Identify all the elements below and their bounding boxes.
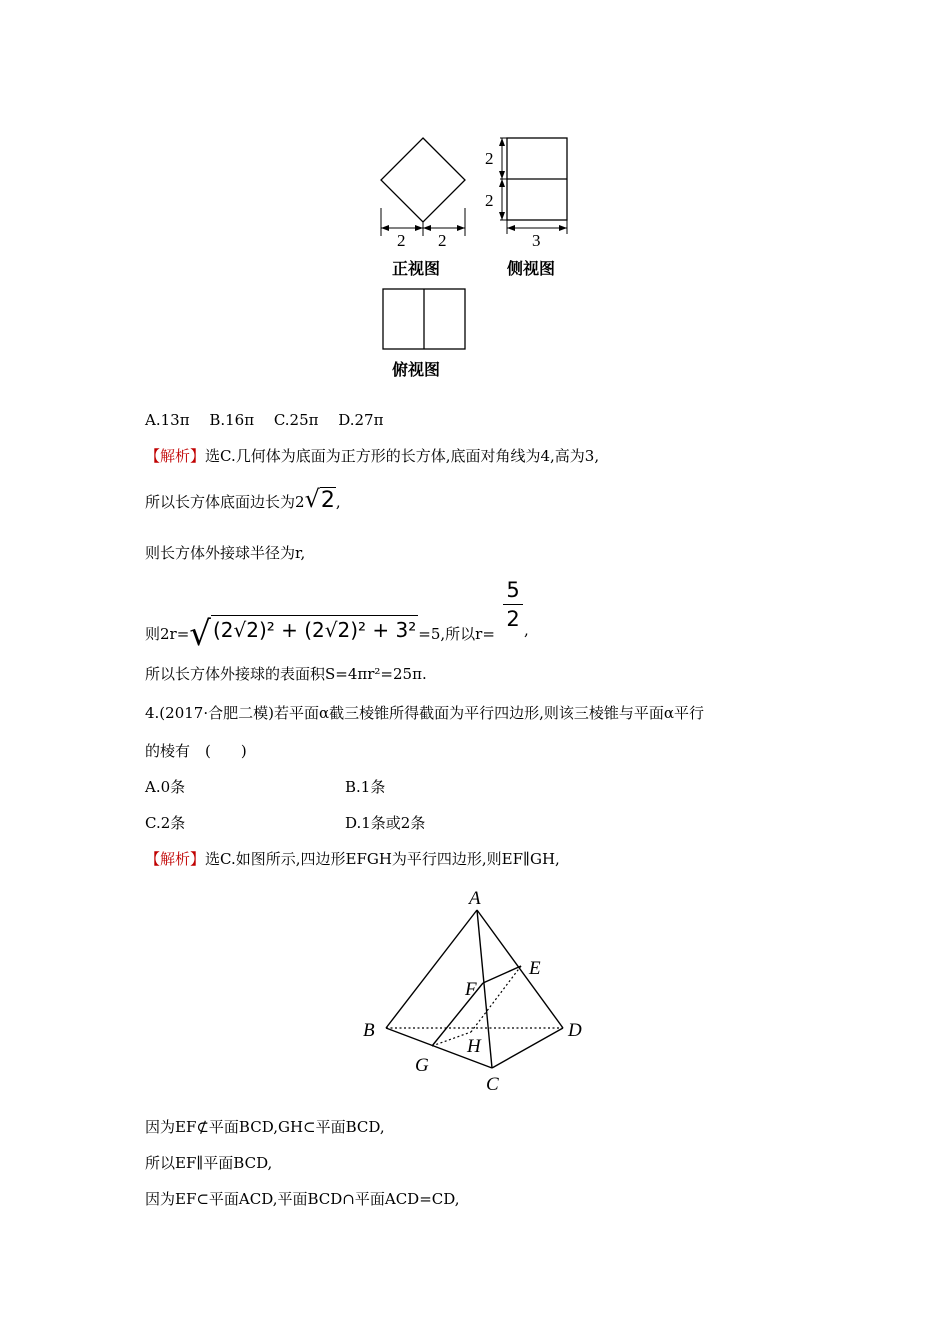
- front-dim-left: 2: [397, 231, 406, 250]
- side-dim-top: 2: [485, 149, 494, 168]
- front-view-diamond: [381, 138, 465, 222]
- side-dim-bottom: 2: [485, 191, 494, 210]
- q3-line4-suffix: ,: [524, 621, 529, 639]
- q4-line-a: 因为EF⊄平面BCD,GH⊂平面BCD,: [145, 1118, 385, 1136]
- q4-stem-2: 的棱有 ( ): [145, 742, 247, 760]
- q3-line3: 则长方体外接球半径为r,: [145, 544, 306, 562]
- side-view-label: 侧视图: [507, 259, 556, 278]
- point-e-label: E: [529, 958, 541, 979]
- q3-line4: 则2r=√ (2√2)² + (2√2)² + 3² =5,所以r=: [145, 614, 495, 654]
- point-h-label: H: [467, 1036, 481, 1057]
- analysis-tag: 【解析】: [145, 447, 206, 465]
- front-view-label: 正视图: [392, 259, 441, 278]
- q4-line-b: 所以EF∥平面BCD,: [145, 1154, 273, 1172]
- q4-option-a: A.0条: [145, 778, 186, 796]
- tetrahedron-figure: [355, 888, 595, 1098]
- q4-option-c: C.2条: [145, 814, 186, 832]
- point-c-label: C: [486, 1074, 499, 1095]
- point-b-label: B: [363, 1020, 375, 1041]
- front-dim-right: 2: [438, 231, 447, 250]
- three-view-figure: [370, 130, 580, 385]
- q3-analysis: 【解析】选C.几何体为底面为正方形的长方体,底面对角线为4,高为3,: [145, 447, 600, 465]
- analysis-tag: 【解析】: [145, 850, 206, 868]
- sqrt-sign-big: √: [189, 614, 211, 654]
- fraction-five-halves: 5 2: [503, 578, 523, 631]
- q4-option-d: D.1条或2条: [345, 814, 426, 832]
- point-a-label: A: [469, 888, 481, 909]
- side-dim-width: 3: [532, 231, 541, 250]
- point-d-label: D: [568, 1020, 582, 1041]
- q3-options: A.13π B.16π C.25π D.27π: [145, 411, 384, 429]
- point-f-label: F: [465, 979, 477, 1000]
- q3-line5: 所以长方体外接球的表面积S=4πr²=25π.: [145, 665, 427, 683]
- q4-option-b: B.1条: [345, 778, 386, 796]
- q4-line-c: 因为EF⊂平面ACD,平面BCD∩平面ACD=CD,: [145, 1190, 460, 1208]
- top-view-label: 俯视图: [392, 360, 441, 379]
- q4-stem-1: 4.(2017·合肥二模)若平面α截三棱锥所得截面为平行四边形,则该三棱锥与平面α平行: [145, 704, 704, 722]
- q4-analysis: 【解析】选C.如图所示,四边形EFGH为平行四边形,则EF∥GH,: [145, 850, 560, 868]
- radical-expression: (2√2)² + (2√2)² + 3²: [211, 615, 418, 642]
- point-g-label: G: [415, 1055, 429, 1076]
- q3-line2: 所以长方体底面边长为2√2,: [145, 485, 341, 513]
- sqrt-sign: √: [304, 485, 320, 513]
